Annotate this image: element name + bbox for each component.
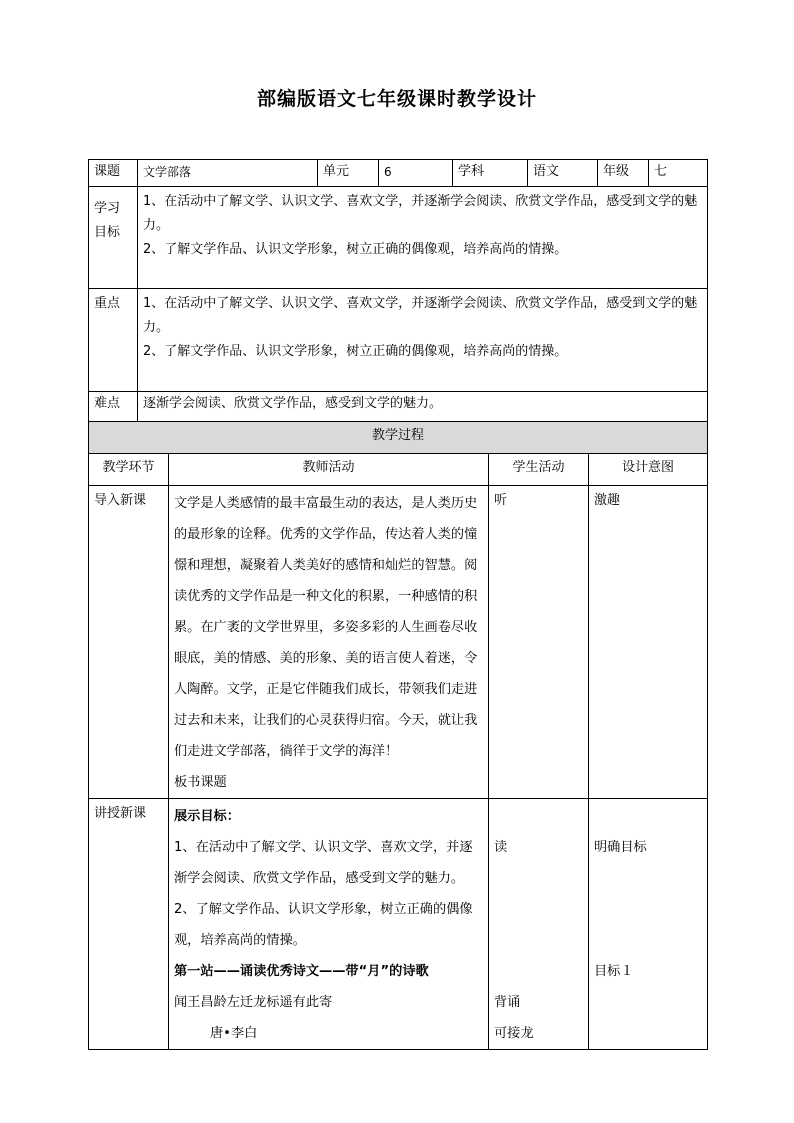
key-row (89, 289, 708, 392)
intro-teacher-tail: 板书课题 (174, 775, 227, 790)
process-table (88, 421, 708, 1050)
difficult-text: 逐渐学会阅读、欣赏文学作品，感受到文学的魅力。 (138, 392, 708, 422)
intent-goal-1: 目标１ (594, 964, 634, 979)
lecture-stage: 讲授新课 (89, 799, 169, 1050)
goals-line-2: 2、了解文学作品、认识文学形象，树立正确的偶像观，培养高尚的情操。 (143, 242, 568, 257)
show-goal-label: 展示目标： (174, 809, 240, 824)
col-student: 学生活动 (489, 454, 589, 486)
process-header: 教学过程 (89, 422, 708, 454)
key-label: 重点 (89, 289, 138, 392)
intro-teacher-text: 文学是人类感情的最丰富最生动的表达，是人类历史的最形象的诠释。优秀的文学作品，传达着人类的憧憬和理想，凝聚着人类美好的感情和灿烂的智慧。阅读优秀的文学作品是一种文化的积累，一种感情的积累。在广袤的文学世界里，多姿多彩的人生画卷尽收眼底，美的情感、美的形象、美的语言使人着迷，令人陶醉。文学，正是它伴随我们成长，带领我们走进过去和未来，让我们的心灵获得归宿。今天，就让我们走进文学部落，徜徉于文学的海洋！ (174, 496, 478, 759)
goals-line-1: 1、在活动中了解文学、认识文学、喜欢文学，并逐渐学会阅读、欣赏文学作品，感受到文学的魅力。 (143, 194, 698, 233)
lecture-goal-1: 1、在活动中了解文学、认识文学、喜欢文学，并逐渐学会阅读、欣赏文学作品，感受到文学的魅力。 (174, 840, 473, 886)
goals-label-1: 学习 (94, 201, 121, 216)
goals-row (89, 187, 708, 289)
topic-value: 文学部落 (138, 160, 318, 187)
subject-label: 学科 (453, 160, 528, 187)
intro-student: 听 (489, 486, 589, 799)
col-stage: 教学环节 (89, 454, 169, 486)
poem-title: 闻王昌龄左迁龙标遥有此寄 (174, 995, 333, 1010)
difficult-row (89, 392, 708, 422)
key-line-1: 1、在活动中了解文学、认识文学、喜欢文学，并逐渐学会阅读、欣赏文学作品，感受到文学的魅力。 (143, 296, 698, 335)
info-table (88, 159, 708, 422)
unit-value: 6 (379, 160, 453, 187)
student-read: 读 (494, 840, 508, 855)
process-header-row (89, 422, 708, 454)
intro-stage: 导入新课 (89, 486, 169, 799)
lecture-row (89, 799, 708, 1050)
subject-value: 语文 (528, 160, 598, 187)
grade-value: 七 (649, 160, 708, 187)
page-title: 部编版语文七年级课时教学设计 (256, 88, 537, 110)
unit-label: 单元 (318, 160, 379, 187)
student-recite: 背诵 (494, 995, 521, 1010)
column-header-row (89, 454, 708, 486)
col-intent: 设计意图 (589, 454, 708, 486)
info-row (89, 160, 708, 187)
key-line-2: 2、了解文学作品、认识文学形象，树立正确的偶像观，培养高尚的情操。 (143, 344, 568, 359)
grade-label: 年级 (598, 160, 649, 187)
goals-label-2: 目标 (94, 225, 121, 240)
col-teacher: 教师活动 (169, 454, 489, 486)
intent-goal: 明确目标 (594, 840, 647, 855)
lecture-goal-2: 2、了解文学作品、认识文学形象，树立正确的偶像观，培养高尚的情操。 (174, 902, 473, 948)
intro-row (89, 486, 708, 799)
difficult-label: 难点 (89, 392, 138, 422)
topic-label: 课题 (89, 160, 138, 187)
student-relay: 可接龙 (494, 1026, 534, 1041)
poem-author: 唐•李白 (210, 1026, 258, 1041)
intro-intent: 激趣 (589, 486, 708, 799)
station-title: 第一站——诵读优秀诗文——带“月”的诗歌 (174, 964, 429, 979)
